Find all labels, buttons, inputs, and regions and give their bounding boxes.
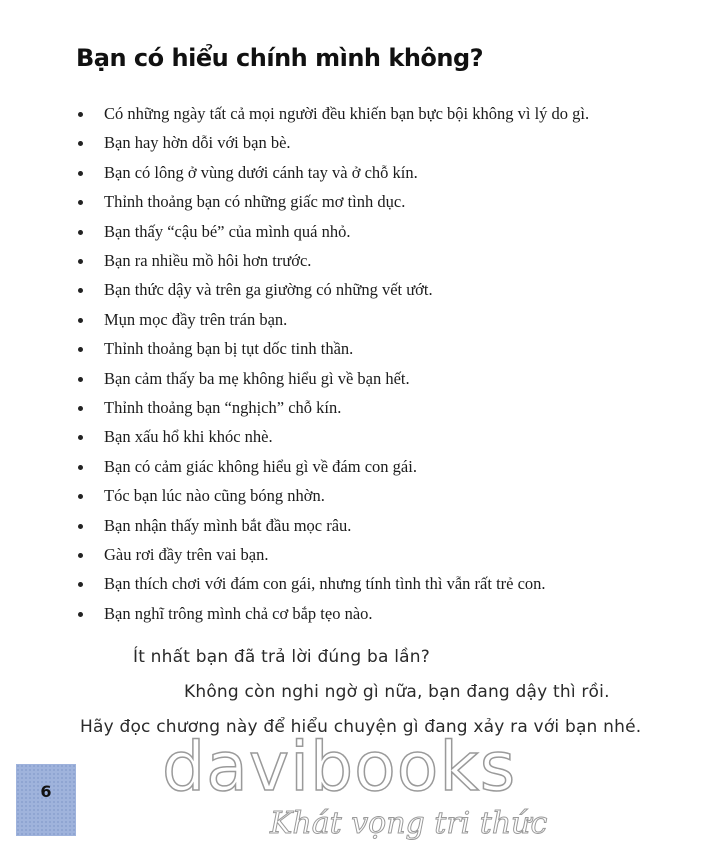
bullet-icon	[78, 377, 83, 382]
bullet-icon	[78, 524, 83, 529]
list-item-text: Bạn có cảm giác không hiểu gì về đám con gái.	[104, 456, 417, 476]
bullet-icon	[78, 494, 83, 499]
list-item-text: Gàu rơi đầy trên vai bạn.	[104, 545, 269, 564]
bullet-icon	[78, 582, 83, 587]
page-number-box	[16, 764, 76, 836]
list-item-text: Bạn thức dậy và trên ga giường có những vết ướt.	[104, 280, 433, 300]
list-item-text: Thỉnh thoảng bạn bị tụt dốc tinh thần.	[104, 339, 354, 359]
watermark-slogan: Khát vọng tri thức	[270, 806, 548, 841]
list-item-text: Bạn cảm thấy ba mẹ không hiểu gì về bạn hết.	[104, 368, 410, 388]
bullet-icon	[78, 465, 83, 470]
bullet-icon	[78, 230, 83, 235]
list-item-text: Bạn nhận thấy mình bắt đầu mọc râu.	[104, 515, 352, 535]
bullet-icon	[78, 259, 83, 264]
list-item-text: Có những ngày tất cả mọi người đều khiến bạn bực bội không vì lý do gì.	[104, 104, 590, 123]
bullet-icon	[78, 612, 83, 617]
bullet-icon	[78, 406, 83, 411]
bullet-icon	[78, 318, 83, 323]
bullet-icon	[78, 347, 83, 352]
page-title: Bạn có hiểu chính mình không?	[76, 44, 484, 72]
bullet-icon	[78, 141, 83, 146]
list-item-text: Bạn ra nhiều mồ hôi hơn trước.	[104, 251, 312, 270]
page-number: 6	[40, 782, 52, 801]
bullet-icon	[78, 171, 83, 176]
bullet-icon	[78, 288, 83, 293]
list-item-text: Thỉnh thoảng bạn “nghịch” chỗ kín.	[104, 398, 342, 417]
list-item-text: Bạn thấy “cậu bé” của mình quá nhỏ.	[104, 221, 351, 241]
bullet-icon	[78, 112, 83, 117]
closing-line-2: Không còn nghi ngờ gì nữa, bạn đang dậy thì rồi.	[184, 682, 610, 702]
list-item-text: Mụn mọc đầy trên trán bạn.	[104, 309, 288, 329]
bullet-icon	[78, 553, 83, 558]
bullet-icon	[78, 200, 83, 205]
list-item-text: Bạn có lông ở vùng dưới cánh tay và ở chỗ kín.	[104, 162, 418, 182]
list-item-text: Bạn thích chơi với đám con gái, nhưng tính tình thì vẫn rất trẻ con.	[104, 574, 546, 594]
list-item-text: Bạn hay hờn dỗi với bạn bè.	[104, 133, 291, 153]
list-item-text: Thỉnh thoảng bạn có những giấc mơ tình dục.	[104, 192, 406, 212]
bullet-icon	[78, 435, 83, 440]
list-item-text: Bạn xấu hổ khi khóc nhè.	[104, 427, 273, 447]
list-item-text: Bạn nghĩ trông mình chả cơ bắp tẹo nào.	[104, 603, 373, 623]
list-item-text: Tóc bạn lúc nào cũng bóng nhờn.	[104, 486, 325, 506]
watermark-brand: davibooks	[162, 728, 517, 807]
closing-line-3: Hãy đọc chương này để hiểu chuyện gì đang xảy ra với bạn nhé.	[80, 717, 642, 737]
closing-line-1: Ít nhất bạn đã trả lời đúng ba lần?	[133, 647, 430, 667]
